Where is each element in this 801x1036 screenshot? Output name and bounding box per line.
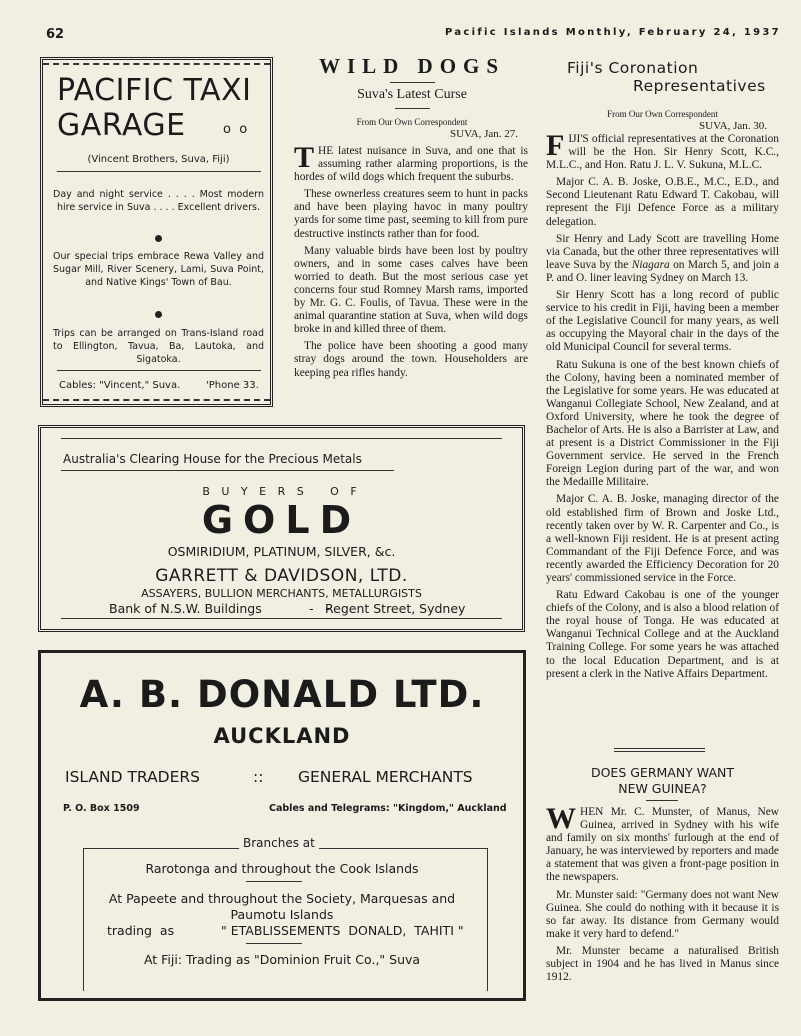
donald-city: AUCKLAND — [213, 724, 351, 748]
paragraph: Ratu Edward Cakobau is one of the younger chiefs of the Colony, and is also a blood relation of the royal house of Tonga. He was educated at Wanganui Technical College and at the Auckland Training College. For some years he was attached to the local Education Department, and is at present a clerk in the Native Affairs Department. — [546, 589, 779, 680]
taxi-title-line1: PACIFIC TAXI — [57, 73, 252, 108]
section-rule — [614, 748, 705, 749]
taxi-cables: Cables: "Vincent," Suva. — [59, 380, 181, 391]
gold-rule — [61, 618, 502, 619]
wild-dogs-title: WILD DOGS — [318, 54, 506, 78]
section-rule — [614, 751, 705, 752]
gold-buyers-of: B U Y E R S O F — [202, 485, 361, 498]
branch-rule — [246, 943, 302, 944]
donald-sep: :: — [253, 768, 264, 786]
paragraph: Mr. Munster said: "Germany does not want New Guinea. She could do nothing with it because it is so far away. Its distance from Germany would make it very hard to defend." — [546, 888, 779, 940]
paragraph-part: on March 5, and join a P. and O. liner leaving Sydney on March 13. — [546, 258, 779, 284]
branch-tahiti-trading: trading as — [107, 923, 175, 938]
gold-address-sep: - - — [309, 601, 330, 616]
paragraph — [546, 233, 779, 285]
branches-label: Branches at — [239, 836, 319, 850]
gold-address-right: Regent Street, Sydney — [325, 601, 466, 616]
taxi-owners: (Vincent Brothers, Suva, Fiji) — [87, 154, 230, 165]
paragraph: IJI'S official representatives at the Coronation will be the Hon. Sir Henry Scott, K.C., M.L.C., and Hon. Ratu J. L. V. Sukuna, M.L.C. — [546, 133, 779, 172]
gold-rule — [61, 470, 394, 471]
branch-rule — [246, 881, 302, 882]
germany-title-line2: NEW GUINEA? — [618, 781, 707, 796]
donald-pobox: P. O. Box 1509 — [63, 803, 140, 814]
pacific-taxi-ad — [40, 57, 273, 407]
gold-firm: GARRETT & DAVIDSON, LTD. — [155, 566, 408, 586]
paragraph: Major C. A. B. Joske, O.B.E., M.C., E.D., and Second Lieutenant Ratu Edward T. Cakobau, will represent the Fiji Defence Force as a military delegation. — [546, 176, 779, 228]
donald-right-trade: GENERAL MERCHANTS — [298, 768, 473, 786]
paragraph: Many valuable birds have been lost by poultry owners, and in some cases calves have been worried to death. But the most serious case yet concerns four stud Romney Marsh rams, imported by Mr. G. C. Foulis, of Tavua. These were in the animal quarantine station at Suva, when wild dogs broke in and killed three of them. — [294, 244, 528, 336]
donald-name: A. B. DONALD LTD. — [79, 673, 485, 716]
taxi-bullet — [155, 235, 162, 242]
donald-cables: Cables and Telegrams: "Kingdom," Auckland — [269, 803, 507, 814]
paragraph-part: Sir Henry and Lady Scott are travelling Home via Canada, but the other three representatives will leave Suva by the — [546, 232, 779, 271]
gold-metals: OSMIRIDIUM, PLATINUM, SILVER, &c. — [167, 544, 396, 559]
gold-headline: Australia's Clearing House for the Precious Metals — [63, 452, 362, 466]
germany-body — [546, 802, 779, 988]
donald-left-trade: ISLAND TRADERS — [65, 768, 201, 786]
branch-cook-islands: Rarotonga and throughout the Cook Islands — [145, 861, 419, 876]
branch-tahiti-line2: Paumotu Islands — [230, 907, 334, 922]
branch-fiji: At Fiji: Trading as "Dominion Fruit Co.," Suva — [143, 952, 421, 967]
taxi-bullet — [155, 311, 162, 318]
paragraph: The police have been shooting a good many stray dogs around the town. Householders are keeping pea rifles handy. — [294, 340, 528, 379]
fiji-title-line1: Fiji's Coronation — [567, 59, 699, 77]
fiji-title-line2: Representatives — [633, 77, 766, 95]
paragraph: Major C. A. B. Joske, managing director of the old established firm of Brown and Joske Ltd., recently taken over by W. R. Carpenter and Co., is a well-known Fiji resident. He is at present acting Commandant of the Fiji Defence Force, and was recently awarded the Efficiency Decoration for 20 years' commissioned service in the Force. — [546, 493, 779, 584]
branch-tahiti-line1: At Papeete and throughout the Society, Marquesas and — [108, 891, 456, 906]
taxi-rule — [57, 370, 261, 371]
wild-dogs-dateline: SUVA, Jan. 27. — [450, 128, 518, 140]
ship-name: Niagara — [631, 258, 670, 271]
wild-dogs-subtitle: Suva's Latest Curse — [357, 87, 467, 102]
paragraph: These ownerless creatures seem to hunt in packs and have been playing havoc in many poultry yards for some time past, seeming to kill from pure destructive instincts rather than for food. — [294, 188, 528, 240]
drop-cap: F — [546, 129, 565, 162]
germany-title-line1: DOES GERMANY WANT — [590, 765, 735, 780]
top-dashed-border — [43, 63, 270, 65]
taxi-title-line2: GARAGE — [57, 108, 186, 143]
title-rule — [390, 82, 435, 83]
subtitle-rule — [395, 108, 430, 109]
gold-trades: ASSAYERS, BULLION MERCHANTS, METALLURGISTS — [141, 587, 422, 600]
drop-cap: T — [294, 141, 315, 174]
paragraph: HEN Mr. C. Munster, of Manus, New Guinea, arrived in Sydney with his wife and family on six months' furlough at the end of January, he was interviewed by reporters and made a statement that was given a front-page position in the newspapers. — [546, 806, 779, 884]
gold-buyers-ad — [38, 425, 525, 632]
paragraph: HE latest nuisance in Suva, and one that is assuming rather alarming proportions, is the hordes of wild dogs which frequent the suburbs. — [294, 145, 528, 184]
running-title: Pacific Islands Monthly, February 24, 1937 — [445, 27, 781, 38]
wild-dogs-byline: From Our Own Correspondent — [356, 117, 468, 127]
taxi-para1: Day and night service . . . . Most modern hire service in Suva . . . . Excellent drivers. — [53, 189, 264, 213]
paragraph: Sir Henry Scott has a long record of public service to his credit in Fiji, having been a member of the Legislative Council for many years, as well as occupying the Mayoral chair in the days of the old Municipal Council for several terms. — [546, 289, 779, 354]
drop-cap: W — [546, 802, 576, 835]
paragraph: Mr. Munster became a naturalised British subject in 1904 and he has lived in Manus since 1912. — [546, 944, 779, 984]
page-number: 62 — [46, 27, 65, 42]
taxi-rule — [57, 171, 261, 172]
gold-address-left: Bank of N.S.W. Buildings — [109, 601, 262, 616]
wild-dogs-body — [294, 141, 528, 384]
gold-word: GOLD — [201, 498, 362, 542]
branch-tahiti-name: " ETABLISSEMENTS DONALD, TAHITI " — [221, 923, 464, 938]
donald-ad — [38, 650, 526, 1001]
fiji-dateline: SUVA, Jan. 30. — [699, 120, 767, 132]
bottom-dashed-border — [43, 399, 270, 401]
fiji-body — [546, 129, 779, 685]
taxi-para2: Our special trips embrace Rewa Valley and Sugar Mill, River Scenery, Lami, Suva Point, and Native Kings' Town of Bau. — [53, 251, 264, 288]
fiji-byline: From Our Own Correspondent — [607, 109, 718, 119]
taxi-para3: Trips can be arranged on Trans-Island road to Ellington, Tavua, Ba, Lautoka, and Sigatoka. — [53, 328, 264, 365]
title-rule — [646, 800, 678, 801]
taxi-title-mark: o o — [223, 122, 248, 137]
taxi-phone: 'Phone 33. — [206, 380, 259, 391]
gold-rule — [61, 438, 502, 439]
paragraph: Ratu Sukuna is one of the best known chiefs of the Colony, having been a nominated member of the Legislative for some years. He was educated at Wanganui Collegiate School, New Zealand, and at Oxford University, where he took the degree of Bachelor of Arts. He is also a Barrister at Law, and at present is a District Commissioner in the Fiji Government service. He served in the French Foreign Legion during part of the war, and won the Medaille Militaire. — [546, 358, 779, 489]
